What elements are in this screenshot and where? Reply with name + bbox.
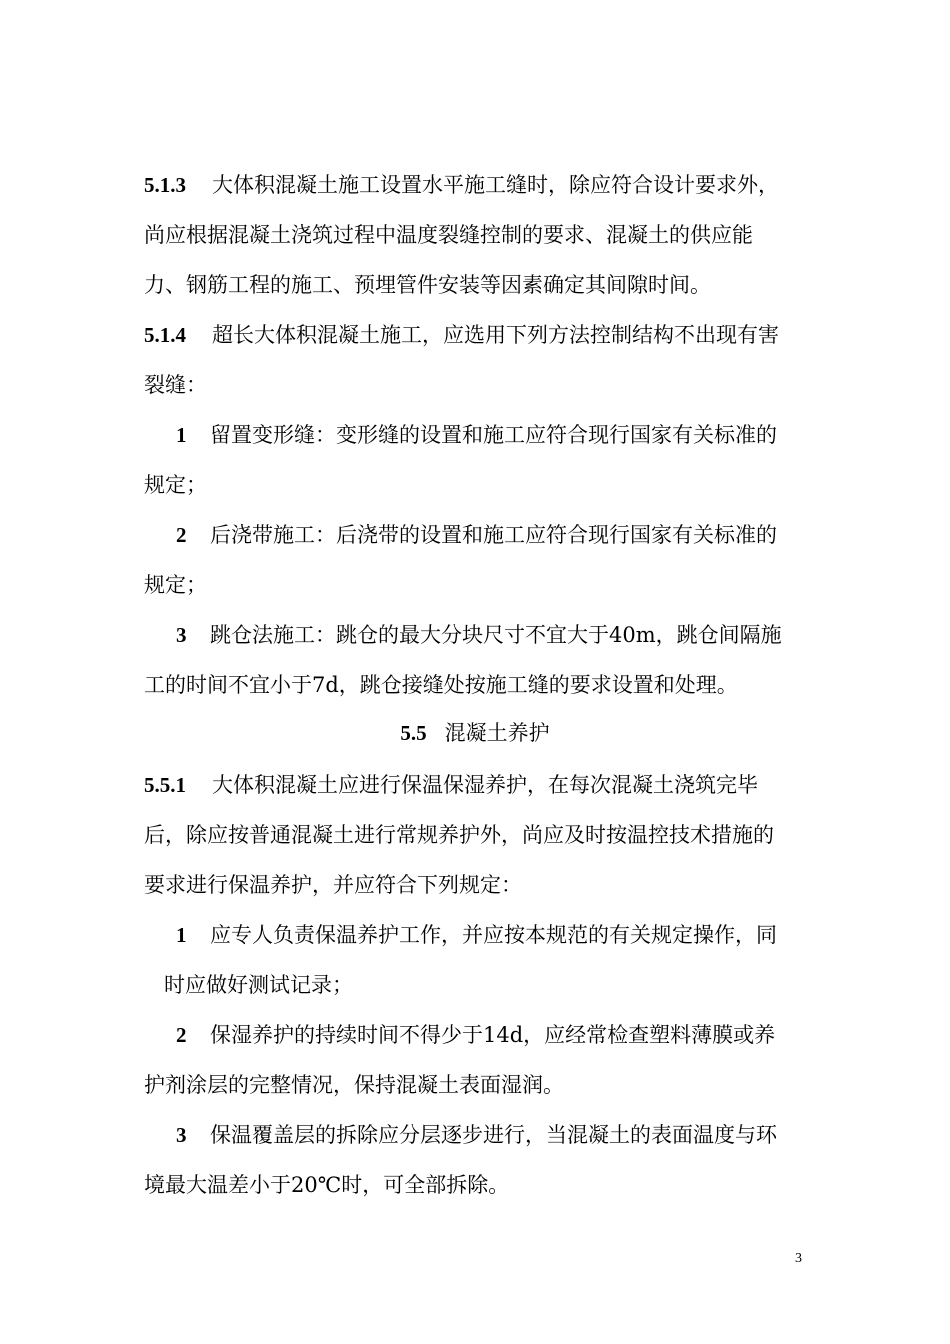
- clause-text: 超长大体积混凝土施工，应选用下列方法控制结构不出现有害: [212, 323, 779, 347]
- item-number: 2: [176, 523, 187, 547]
- clause-number: 5.1.4: [144, 323, 186, 347]
- list-item-2-line-2: 规定；: [144, 573, 207, 597]
- item-text: 保湿养护的持续时间不得少于14d，应经常检查塑料薄膜或养: [210, 1023, 776, 1047]
- item-text: 跳仓法施工：跳仓的最大分块尺寸不宜大于40m，跳仓间隔施: [210, 623, 782, 647]
- list-item-3-line-2: 工的时间不宜小于7d，跳仓接缝处按施工缝的要求设置和处理。: [144, 673, 738, 697]
- list-item-1-line-2: 时应做好测试记录；: [164, 973, 353, 997]
- list-item-3-line-1: [176, 620, 840, 650]
- list-item-1-line-1: [176, 920, 840, 950]
- clause-5-1-4-line-2: 裂缝：: [144, 373, 207, 397]
- clause-number: 5.5.1: [144, 773, 186, 797]
- list-item-1-line-1: [176, 420, 840, 450]
- item-text: 留置变形缝：变形缝的设置和施工应符合现行国家有关标准的: [210, 423, 777, 447]
- list-item-3-line-1: [176, 1120, 840, 1150]
- clause-5-1-3-line-1: [144, 170, 808, 200]
- item-text: 应专人负责保温养护工作，并应按本规范的有关规定操作，同: [210, 923, 777, 947]
- section-title: 混凝土养护: [444, 721, 550, 745]
- list-item-2-line-1: [176, 520, 840, 550]
- section-number: 5.5: [400, 721, 427, 745]
- page-number: 3: [795, 1251, 802, 1266]
- item-number: 1: [176, 923, 187, 947]
- item-text: 后浇带施工：后浇带的设置和施工应符合现行国家有关标准的: [210, 523, 777, 547]
- clause-5-1-3-line-3: 力、钢筋工程的施工、预埋管件安装等因素确定其间隙时间。: [144, 273, 711, 297]
- item-number: 3: [176, 623, 187, 647]
- clause-5-5-1-line-2: 后，除应按普通混凝土进行常规养护外，尚应及时按温控技术措施的: [144, 823, 774, 847]
- list-item-3-line-2: 境最大温差小于20℃时，可全部拆除。: [144, 1173, 510, 1197]
- clause-text: 大体积混凝土施工设置水平施工缝时，除应符合设计要求外，: [212, 173, 779, 197]
- item-number: 2: [176, 1023, 187, 1047]
- clause-text: 大体积混凝土应进行保温保湿养护，在每次混凝土浇筑完毕: [212, 773, 758, 797]
- clause-5-5-1-line-1: [144, 770, 808, 800]
- list-item-1-line-2: 规定；: [144, 473, 207, 497]
- clause-5-5-1-line-3: 要求进行保温养护，并应符合下列规定：: [144, 873, 522, 897]
- item-text: 保温覆盖层的拆除应分层逐步进行，当混凝土的表面温度与环: [210, 1123, 777, 1147]
- section-heading: [0, 718, 950, 748]
- item-number: 1: [176, 423, 187, 447]
- list-item-2-line-1: [176, 1020, 840, 1050]
- clause-5-1-4-line-1: [144, 320, 808, 350]
- item-number: 3: [176, 1123, 187, 1147]
- clause-5-1-3-line-2: 尚应根据混凝土浇筑过程中温度裂缝控制的要求、混凝土的供应能: [144, 223, 753, 247]
- clause-number: 5.1.3: [144, 173, 186, 197]
- list-item-2-line-2: 护剂涂层的完整情况，保持混凝土表面湿润。: [144, 1073, 564, 1097]
